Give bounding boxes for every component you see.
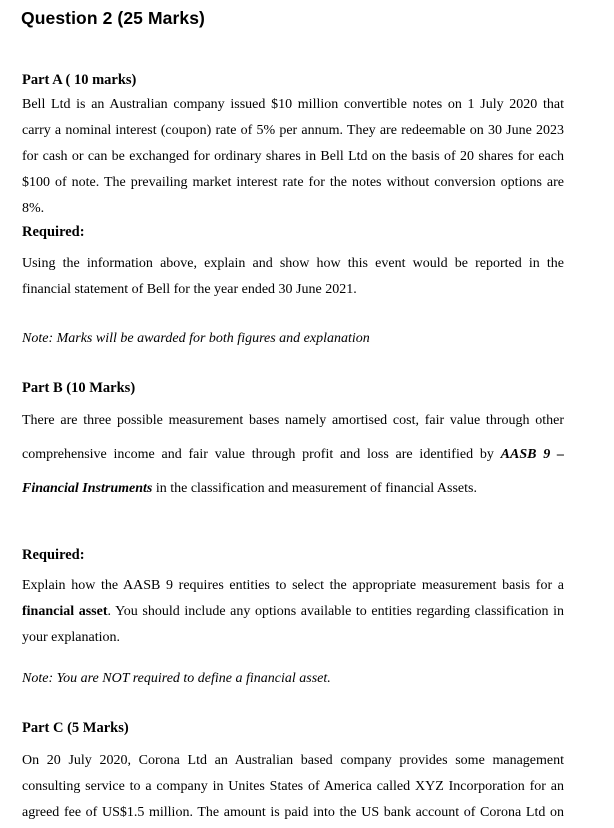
part-c-heading: Part C (5 Marks) xyxy=(22,720,129,736)
part-a-para-line-5: 8%. xyxy=(22,201,45,216)
part-a-para-line-3: for cash or can be exchanged for ordinary shares in Bell Ltd on the basis of 20 shares for each xyxy=(22,149,564,164)
part-b-required-line-2 xyxy=(22,603,564,621)
part-a-required-label: Required: xyxy=(22,224,85,240)
question-title: Question 2 (25 Marks) xyxy=(21,8,205,28)
part-b-required-label: Required: xyxy=(22,547,85,563)
part-b-para-line-2 xyxy=(22,446,564,464)
part-c-para-line-2: consulting service to a company in Unites States of America called XYZ Incorporation for an xyxy=(22,779,564,794)
part-b-required-line-1: Explain how the AASB 9 requires entities to select the appropriate measurement basis for a xyxy=(22,578,564,593)
part-b-required-line-3: your explanation. xyxy=(22,630,120,645)
part-b-line-2-text: comprehensive income and fair value through profit and loss are identified by xyxy=(22,447,494,462)
part-c-para-line-1: On 20 July 2020, Corona Ltd an Australian based company provides some management xyxy=(22,753,564,768)
part-b-para-line-1: There are three possible measurement bases namely amortised cost, fair value through other xyxy=(22,413,564,428)
part-a-para-line-2: carry a nominal interest (coupon) rate of 5% per annum. They are redeemable on 30 June 2023 xyxy=(22,123,564,138)
part-b-line-3-text: in the classification and measurement of financial Assets. xyxy=(152,481,477,496)
part-c-para-line-3: agreed fee of US$1.5 million. The amount is paid into the US bank account of Corona Ltd on xyxy=(22,805,564,820)
financial-asset-emphasis: financial asset xyxy=(22,604,108,619)
part-a-note: Note: Marks will be awarded for both figures and explanation xyxy=(22,331,370,346)
part-a-required-line-1: Using the information above, explain and show how this event would be reported in the xyxy=(22,256,564,271)
part-b-para-line-3 xyxy=(22,480,564,498)
aasb9-emphasis: AASB 9 – xyxy=(500,447,564,462)
part-b-note: Note: You are NOT required to define a financial asset. xyxy=(22,671,331,686)
part-a-heading: Part A ( 10 marks) xyxy=(22,72,137,88)
part-b-heading: Part B (10 Marks) xyxy=(22,380,136,396)
part-a-para-line-4: $100 of note. The prevailing market interest rate for the notes without conversion options are xyxy=(22,175,564,190)
part-a-para-line-1: Bell Ltd is an Australian company issued $10 million convertible notes on 1 July 2020 that xyxy=(22,97,564,112)
part-a-required-line-2: financial statement of Bell for the year ended 30 June 2021. xyxy=(22,282,357,297)
part-b-required-line-2-text: . You should include any options available to entities regarding classification in xyxy=(107,604,565,619)
financial-instruments-emphasis: Financial Instruments xyxy=(22,481,153,496)
